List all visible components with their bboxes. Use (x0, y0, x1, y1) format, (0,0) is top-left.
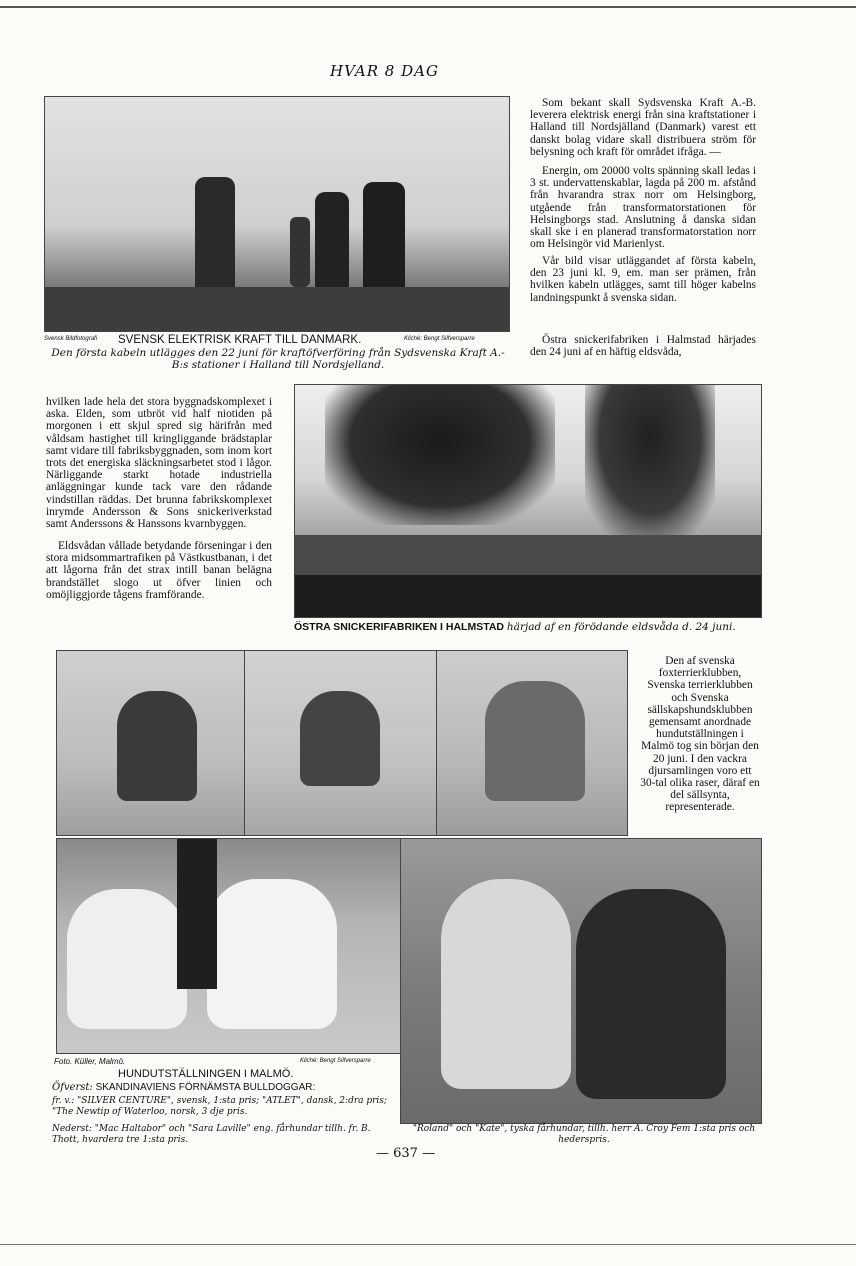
dogs-headline: HUNDUTSTÄLLNINGEN I MALMÖ. (118, 1068, 294, 1080)
bulldog-photo-3 (436, 650, 628, 836)
dogs-caption-top-label: Öfverst: (52, 1082, 93, 1093)
dogs-text: Den af svenska foxterrierklubben, Svenska terrierklubben och Svenska sällskapshundsklubben gemensamt anordnade hundutställningen i Malmö tog sin början den 20 juni. I den vackra djursamlingen voro ett 30-tal olika raser, däraf en del sällsynta, representerade. (640, 655, 760, 814)
dogs-caption-bottom-text: "Mac Haltabor" och "Sara Laville" eng. fårhundar tillh. fr. B. Thott, hvardera tre 1:sta pris. (52, 1124, 371, 1145)
dogs-caption-bottom-label: Nederst: (52, 1124, 92, 1134)
dogs-cliche-credit: Klichè: Bengt Silfversparre (300, 1058, 371, 1064)
fire-caption-desc: härjad af en förödande eldsvåda d. 24 juni. (506, 621, 736, 633)
fire-paragraph-2: Eldsvådan vållade betydande förseningar i den stora midsommartrafiken på Västkustbanan, i det att lågorna från det strax intill banan belägna brandstället slogo ut öfver linien och omöjliggjorde tågens framförande. (46, 540, 272, 601)
dogs-caption-bottom (52, 1124, 397, 1146)
cable-paragraph-3: Vår bild visar utläggandet af första kabeln, den 23 juni kl. 9, em. man ser prämen, från hvilken kabeln utlägges, samt till höger kabelns landningspunkt å svenska sidan. (530, 255, 756, 304)
fire-caption (294, 621, 764, 633)
cable-photo (44, 96, 510, 332)
dogs-caption-right: "Roland" och "Kate", tyska fårhundar, tillh. herr A. Croy Fem 1:sta pris och hederspris. (412, 1124, 756, 1145)
page-header: HVAR 8 DAG (330, 62, 439, 80)
cable-headline: SVENSK ELEKTRISK KRAFT TILL DANMARK. (118, 334, 362, 346)
top-rule (0, 6, 856, 8)
dogs-caption-top (52, 1082, 397, 1094)
fire-photo (294, 384, 762, 618)
fire-caption-title: ÖSTRA SNICKERIFABRIKEN I HALMSTAD (294, 621, 504, 633)
cable-caption: Den första kabeln utlägges den 22 juni för kraftöfverföring från Sydsvenska Kraft A.-B:s stationer i Halland till Nordsjelland. (51, 347, 505, 371)
dogs-photo-credit: Foto. Küller, Malmö. (54, 1057, 126, 1066)
sheepdog-photo (56, 838, 402, 1054)
dogs-caption-top-title: SKANDINAVIENS FÖRNÄMSTA BULLDOGGAR: (95, 1082, 316, 1093)
fire-intro: Östra snickerifabriken i Halmstad härjades den 24 juni af en häftig eldsvåda, (530, 334, 756, 359)
german-shepherd-photo (400, 838, 762, 1124)
cable-photo-credit: Svensk Bildfotografi (44, 336, 98, 342)
bulldog-photo-2 (244, 650, 438, 836)
bulldog-photo-1 (56, 650, 246, 836)
bottom-rule (0, 1244, 856, 1245)
cable-paragraph-1: Som bekant skall Sydsvenska Kraft A.-B. leverera elektrisk energi från sina kraftstationer i Halland till Nordsjälland (Danmark) varest ett danskt bolag vidare skall distribuera ström för belysning och kraft för området ifråga. — (530, 97, 756, 158)
fire-paragraph-1: hvilken lade hela det stora byggnadskomplexet i aska. Elden, som utbröt vid half niotiden på morgonen i ett skjul spred sig härifrån med våldsam hastighet till kringliggande brädstaplar samt vidare till fabriksbyggnaden, som inom kort trots det energiska släckningsarbetet stod i lågor. Närliggande starkt hotade industriella anläggningar kunde tack vare den rådande vindstillan räddas. Det brunna fabrikskomplexet inrymde Andersson & Sons snickeriverkstad samt Anderssons & Hanssons kvarnbyggen. (46, 396, 272, 531)
dogs-caption-top-names: fr. v.: "SILVER CENTURE", svensk, 1:sta pris; "ATLET", dansk, 2:dra pris; "The Newtip of Waterloo, norsk, 3 dje pris. (52, 1096, 387, 1117)
page-number: — 637 — (376, 1146, 436, 1161)
cable-paragraph-2: Energin, om 20000 volts spänning skall ledas i 3 st. undervattenskablar, lagda på 200 m. afstånd från hvarandra strax norr om Helsingborg, utgående från transformatorstationen för Helsingborgs stad. Anslutning å danska sidan skall ske i en planerad transformatorstation norr om Helsingör vid Marienlyst. (530, 165, 756, 251)
cable-cliche-credit: Klichè: Bengt Silfversparre (404, 336, 475, 342)
